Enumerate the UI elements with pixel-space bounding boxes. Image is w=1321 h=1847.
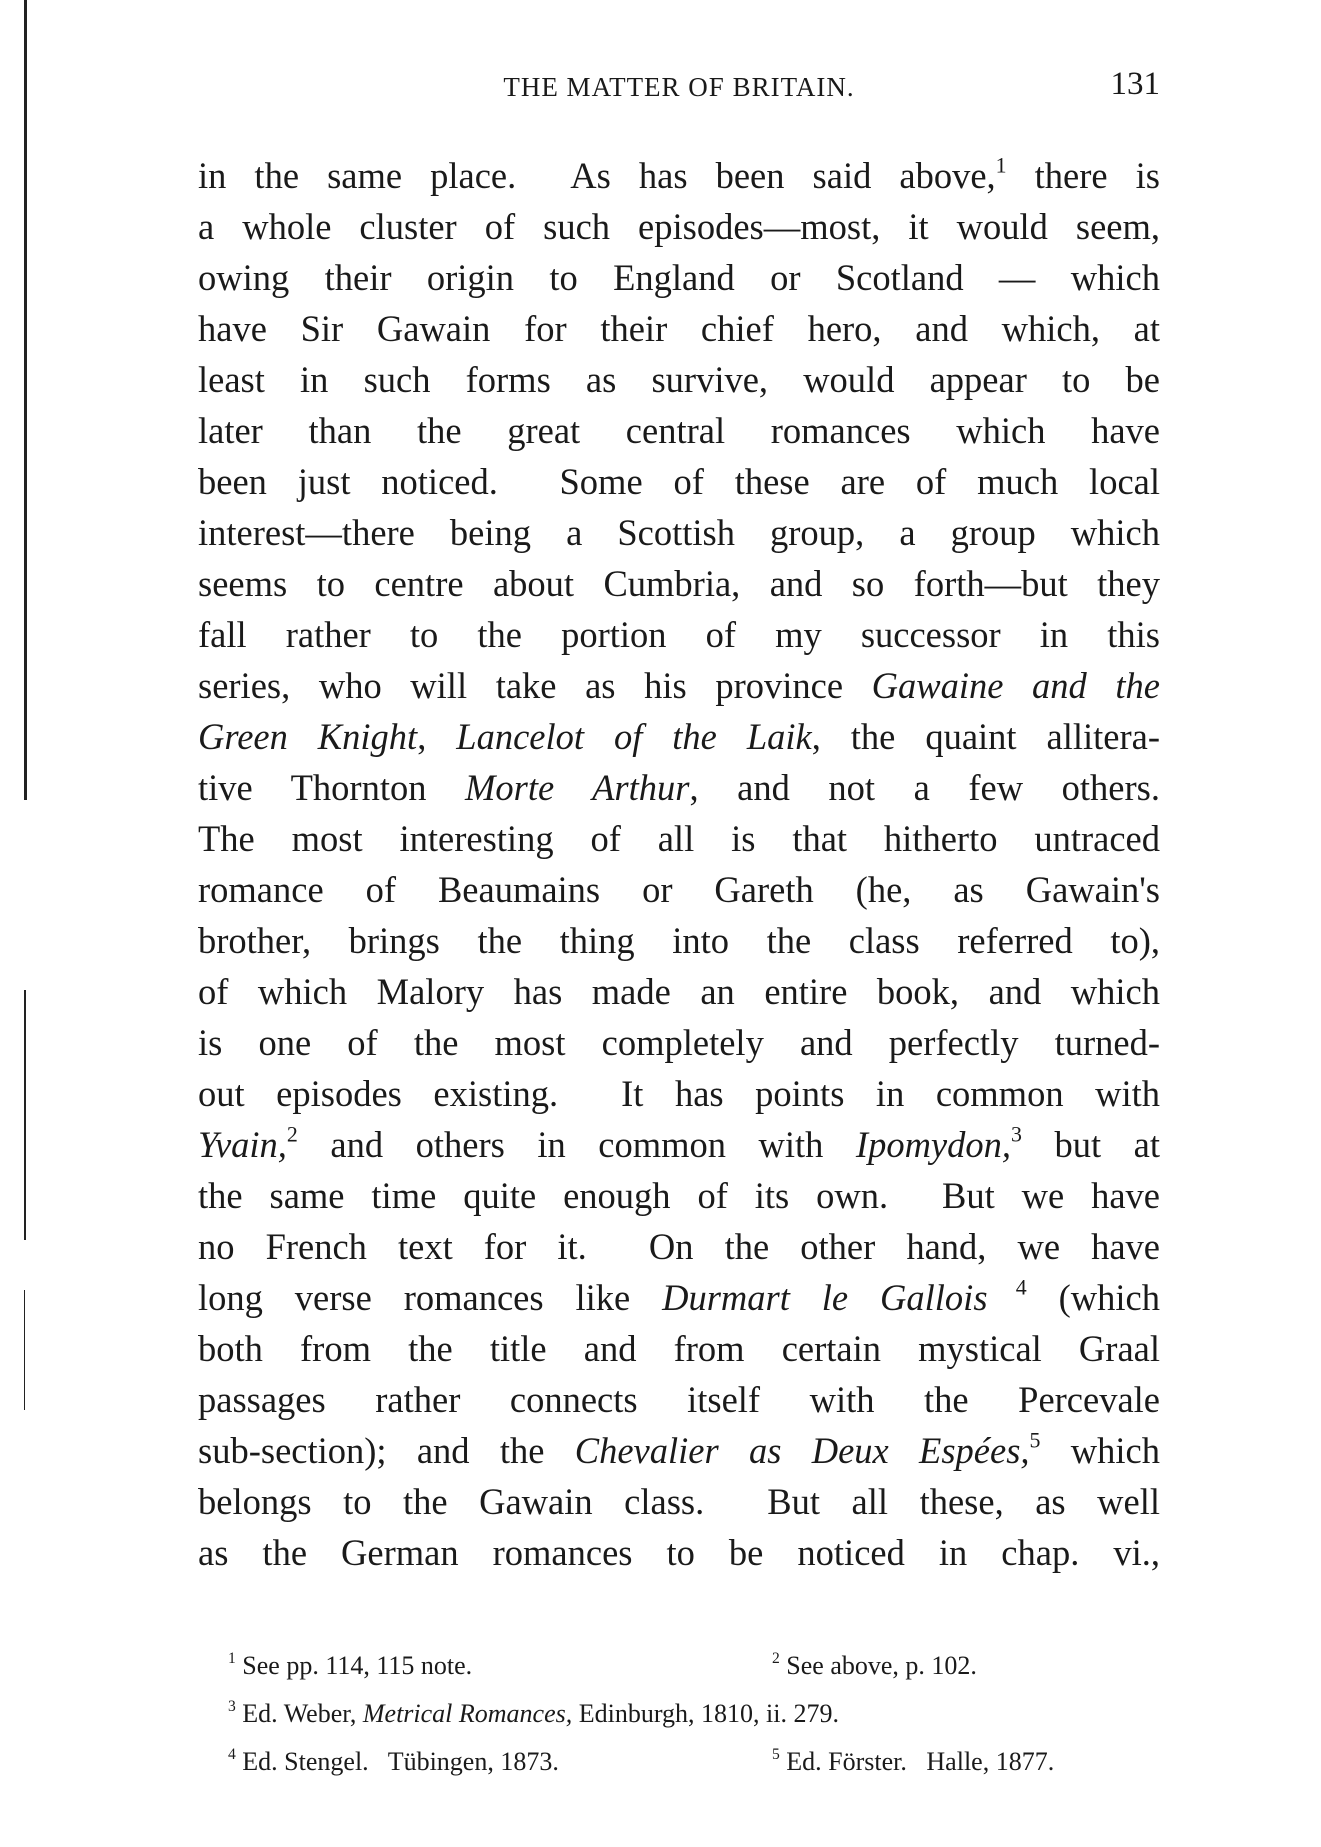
text-segment: least in such forms as survive, would appear to be: [198, 359, 1160, 400]
text-segment: seems to centre about Cumbria, and so forth—but they: [198, 563, 1160, 604]
text-line: [198, 1221, 1160, 1272]
text-segment: sub-section); and the: [198, 1430, 575, 1471]
text-segment: as the German romances to be noticed in chap. vi.,: [198, 1532, 1160, 1573]
text-segment: romance of Beaumains or Gareth (he, as Gawain's: [198, 869, 1160, 910]
footnote-title: Metrical Romances,: [362, 1699, 573, 1728]
footnote-row: [228, 1642, 1160, 1690]
footnote-reference: 4: [987, 1274, 1027, 1300]
text-line: [198, 1323, 1160, 1374]
text-segment: The most interesting of all is that hitherto untraced: [198, 818, 1160, 859]
text-line: [198, 1425, 1160, 1476]
footnote-1: [228, 1651, 472, 1680]
footnote-reference: 3: [1011, 1121, 1022, 1147]
italic-title: Durmart le Gallois: [662, 1277, 988, 1318]
text-segment: is one of the most completely and perfectly turned-: [198, 1022, 1160, 1063]
text-line: [198, 813, 1160, 864]
footnote-text: Ed. Weber,: [235, 1699, 363, 1728]
text-line: [198, 1068, 1160, 1119]
page-header: [198, 66, 1160, 110]
footnote-reference: 1: [995, 152, 1007, 178]
italic-title: Ipomydon,: [855, 1124, 1012, 1165]
text-segment: later than the great central romances which have: [198, 410, 1160, 451]
page-number: 131: [1110, 66, 1160, 102]
text-line: [198, 1119, 1160, 1170]
text-line: [198, 456, 1160, 507]
text-segment: the same time quite enough of its own. But we have: [198, 1175, 1160, 1216]
text-segment: fall rather to the portion of my successor in this: [198, 614, 1160, 655]
text-segment: tive Thornton: [198, 767, 466, 808]
scan-edge-line: [24, 0, 27, 800]
footnote-mark: 4: [228, 1746, 236, 1764]
text-segment: and others in common with: [297, 1124, 856, 1165]
text-segment: but at: [1021, 1124, 1160, 1165]
footnote-text: Ed. Stengel. Tübingen, 1873.: [235, 1747, 559, 1776]
footnote-text: Edinburgh, 1810, ii. 279.: [572, 1699, 840, 1728]
text-line: [198, 1272, 1160, 1323]
text-line: [198, 303, 1160, 354]
footnote-row: [228, 1738, 1160, 1786]
text-segment: in the same place. As has been said above,: [198, 155, 996, 196]
running-head: THE MATTER OF BRITAIN.: [503, 72, 855, 102]
text-line: [198, 762, 1160, 813]
text-segment: , the quaint allitera-: [811, 716, 1160, 757]
text-segment: both from the title and from certain mystical Graal: [198, 1328, 1160, 1369]
footnote-text: See pp. 114, 115 note.: [235, 1651, 473, 1680]
text-line: [198, 915, 1160, 966]
text-line: [198, 966, 1160, 1017]
footnote-mark: 5: [772, 1746, 780, 1764]
text-segment: a whole cluster of such episodes—most, it would seem,: [198, 206, 1160, 247]
text-line: [198, 1374, 1160, 1425]
text-line: [198, 1017, 1160, 1068]
text-segment: ,: [417, 716, 457, 757]
footnote-mark: 1: [228, 1650, 236, 1668]
text-segment: belongs to the Gawain class. But all these, as well: [198, 1481, 1160, 1522]
text-line: [198, 150, 1160, 201]
text-segment: there is: [1006, 155, 1160, 196]
text-segment: passages rather connects itself with the Percevale: [198, 1379, 1160, 1420]
scan-edge-line: [24, 990, 26, 1240]
text-segment: series, who will take as his province: [198, 665, 872, 706]
text-line: [198, 354, 1160, 405]
body-text: [198, 150, 1160, 1578]
text-line: [198, 1527, 1160, 1578]
text-line: [198, 201, 1160, 252]
italic-title: Lancelot of the Laik: [456, 716, 812, 757]
footnote-4: [228, 1747, 559, 1776]
text-segment: been just noticed. Some of these are of much local: [198, 461, 1160, 502]
footnote-reference: 5: [1029, 1427, 1041, 1453]
footnote-3: [228, 1690, 1160, 1738]
footnote-mark: 2: [772, 1650, 780, 1668]
text-segment: out episodes existing. It has points in common with: [198, 1073, 1160, 1114]
footnote-2: [772, 1642, 977, 1690]
text-line: [198, 711, 1160, 762]
footnote-reference: 2: [286, 1121, 298, 1147]
text-line: [198, 660, 1160, 711]
text-line: [198, 1170, 1160, 1221]
text-segment: no French text for it. On the other hand, we have: [198, 1226, 1160, 1267]
text-segment: (which: [1026, 1277, 1160, 1318]
italic-title: Gawaine and the: [871, 665, 1160, 706]
text-line: [198, 558, 1160, 609]
text-line: [198, 405, 1160, 456]
footnote-text: Ed. Förster. Halle, 1877.: [779, 1747, 1055, 1776]
scan-edge-line: [24, 1290, 25, 1410]
footnote-text: See above, p. 102.: [779, 1651, 977, 1680]
text-segment: brother, brings the thing into the class referred to),: [198, 920, 1160, 961]
italic-title: Yvain,: [198, 1124, 287, 1165]
italic-title: Chevalier as Deux Espées,: [574, 1430, 1030, 1471]
footnotes: [228, 1642, 1160, 1786]
footnote-5: [772, 1738, 1054, 1786]
footnote-mark: 3: [228, 1698, 236, 1716]
italic-title: Morte Arthur: [465, 767, 690, 808]
italic-title: Green Knight: [198, 716, 418, 757]
text-segment: owing their origin to England or Scotland — which: [198, 257, 1160, 298]
text-segment: interest—there being a Scottish group, a group which: [198, 512, 1160, 553]
text-line: [198, 252, 1160, 303]
text-segment: , and not a few others.: [689, 767, 1160, 808]
text-line: [198, 609, 1160, 660]
text-segment: have Sir Gawain for their chief hero, and which, at: [198, 308, 1160, 349]
text-line: [198, 864, 1160, 915]
text-segment: which: [1040, 1430, 1160, 1471]
text-segment: long verse romances like: [198, 1277, 663, 1318]
text-segment: of which Malory has made an entire book, and which: [198, 971, 1160, 1012]
text-line: [198, 507, 1160, 558]
text-line: [198, 1476, 1160, 1527]
